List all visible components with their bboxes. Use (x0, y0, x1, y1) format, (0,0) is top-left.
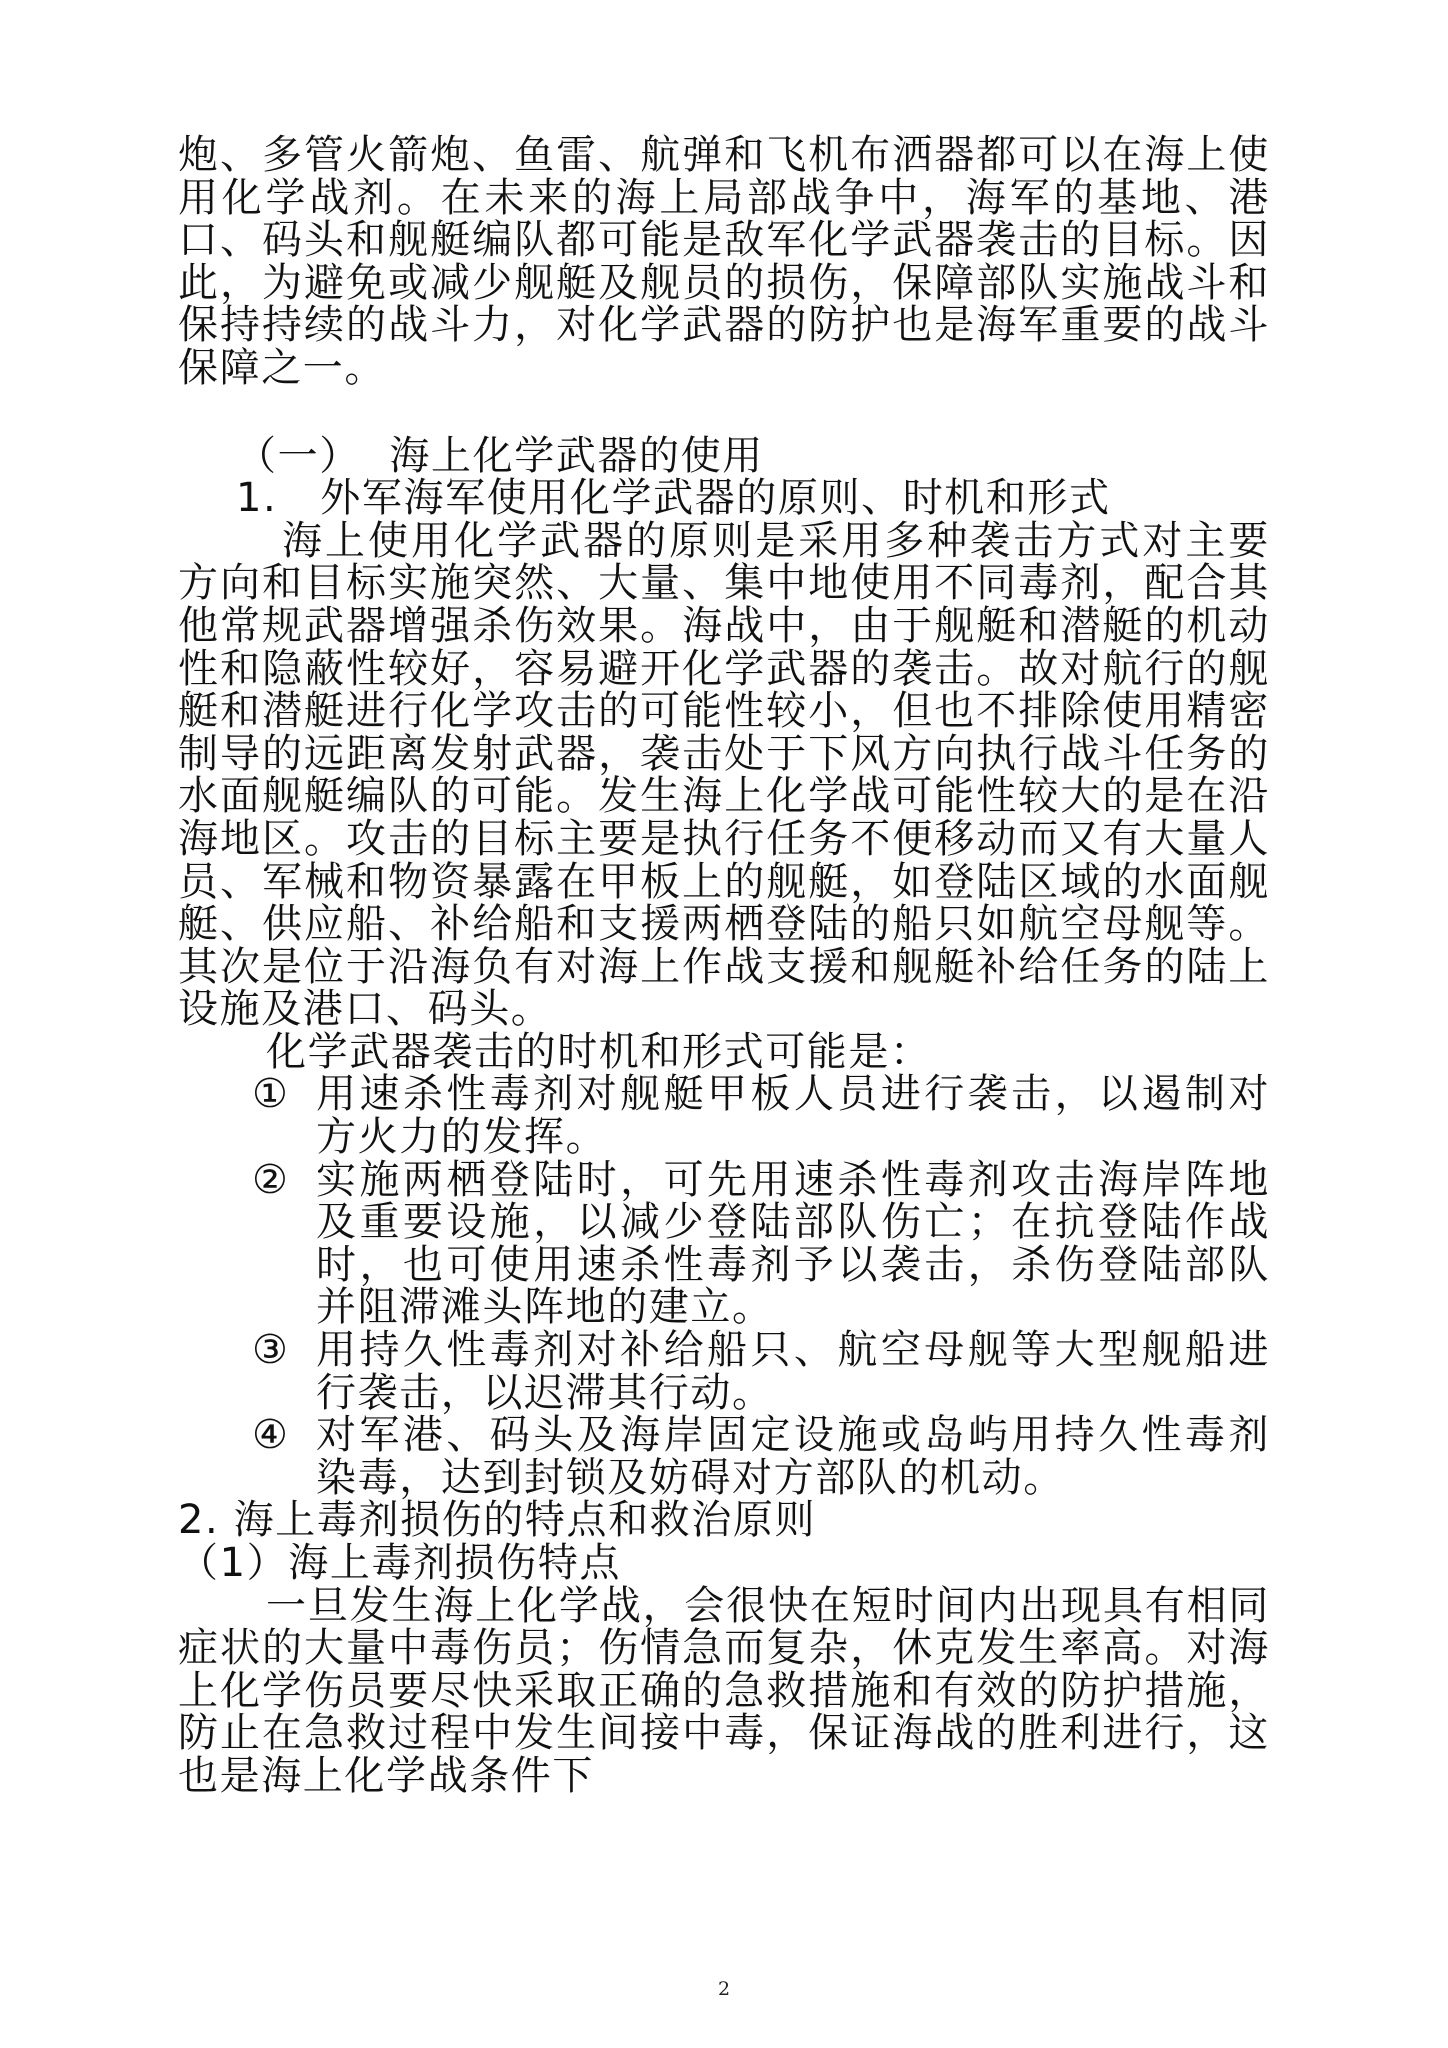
paragraph-gap (178, 390, 1270, 435)
principle-paragraph: 海上使用化学武器的原则是采用多种袭击方式对主要方向和目标实施突然、大量、集中地使用不同毒剂，配合其他常规武器增强杀伤效果。海战中，由于舰艇和潜艇的机动性和隐蔽性较好，容易避开化学武器的袭击。故对航行的舰艇和潜艇进行化学攻击的可能性较小，但也不排除使用精密制导的远距离发射武器，袭击处于下风方向执行战斗任务的水面舰艇编队的可能。发生海上化学战可能性较大的是在沿海地区。攻击的目标主要是执行任务不便移动而又有大量人员、军械和物资暴露在甲板上的舰艇，如登陆区域的水面舰艇、供应船、补给船和支援两栖登陆的船只如航空母舰等。其次是位于沿海负有对海上作战支援和舰艇补给任务的陆上设施及港口、码头。 (178, 517, 1270, 1033)
list-item-number: ② (252, 1156, 290, 1203)
page-number: 2 (717, 1978, 731, 2000)
list-item (178, 1329, 1270, 1414)
list-item-number: ③ (252, 1327, 290, 1374)
subsection-heading-1: 1. 外军海军使用化学武器的原则、时机和形式 (236, 475, 1111, 522)
features-paragraph: 一旦发生海上化学战，会很快在短时间内出现具有相同症状的大量中毒伤员；伤情急而复杂，休克发生率高。对海上化学伤员要尽快采取正确的急救措施和有效的防护措施，防止在急救过程中发生间接中毒，保证海战的胜利进行，这也是海上化学战条件下 (178, 1582, 1270, 1799)
timing-intro: 化学武器袭击的时机和形式可能是： (266, 1028, 932, 1075)
section-heading: （一） 海上化学武器的使用 (236, 432, 764, 479)
list-item-text: 用速杀性毒剂对舰艇甲板人员进行袭击，以遏制对方火力的发挥。 (316, 1071, 1270, 1161)
list-item-number: ① (252, 1071, 290, 1118)
sub-subsection-heading: （1）海上毒剂损伤特点 (178, 1540, 622, 1586)
subsection-heading-2: 2. 海上毒剂损伤的特点和救治原则 (178, 1497, 817, 1544)
body-text (178, 134, 1270, 1798)
list-item-text: 用持久性毒剂对补给船只、航空母舰等大型舰船进行袭击，以迟滞其行动。 (316, 1327, 1270, 1416)
list-item-text: 实施两栖登陆时，可先用速杀性毒剂攻击海岸阵地及重要设施，以减少登陆部队伤亡；在抗登陆作战时，也可使用速杀性毒剂予以袭击，杀伤登陆部队并阻滞滩头阵地的建立。 (316, 1156, 1270, 1331)
list-item (178, 1414, 1270, 1499)
list-item (178, 1156, 1270, 1331)
list-item-text: 对军港、码头及海岸固定设施或岛屿用持久性毒剂染毒，达到封锁及妨碍对方部队的机动。 (316, 1412, 1270, 1501)
list-item (178, 1071, 1270, 1161)
list-item-number: ④ (252, 1412, 290, 1459)
intro-paragraph: 炮、多管火箭炮、鱼雷、航弹和飞机布洒器都可以在海上使用化学战剂。在未来的海上局部战争中，海军的基地、港口、码头和舰艇编队都可能是敌军化学武器袭击的目标。因此，为避免或减少舰艇及舰员的损伤，保障部队实施战斗和保持持续的战斗力，对化学武器的防护也是海军重要的战斗保障之一。 (178, 132, 1270, 391)
